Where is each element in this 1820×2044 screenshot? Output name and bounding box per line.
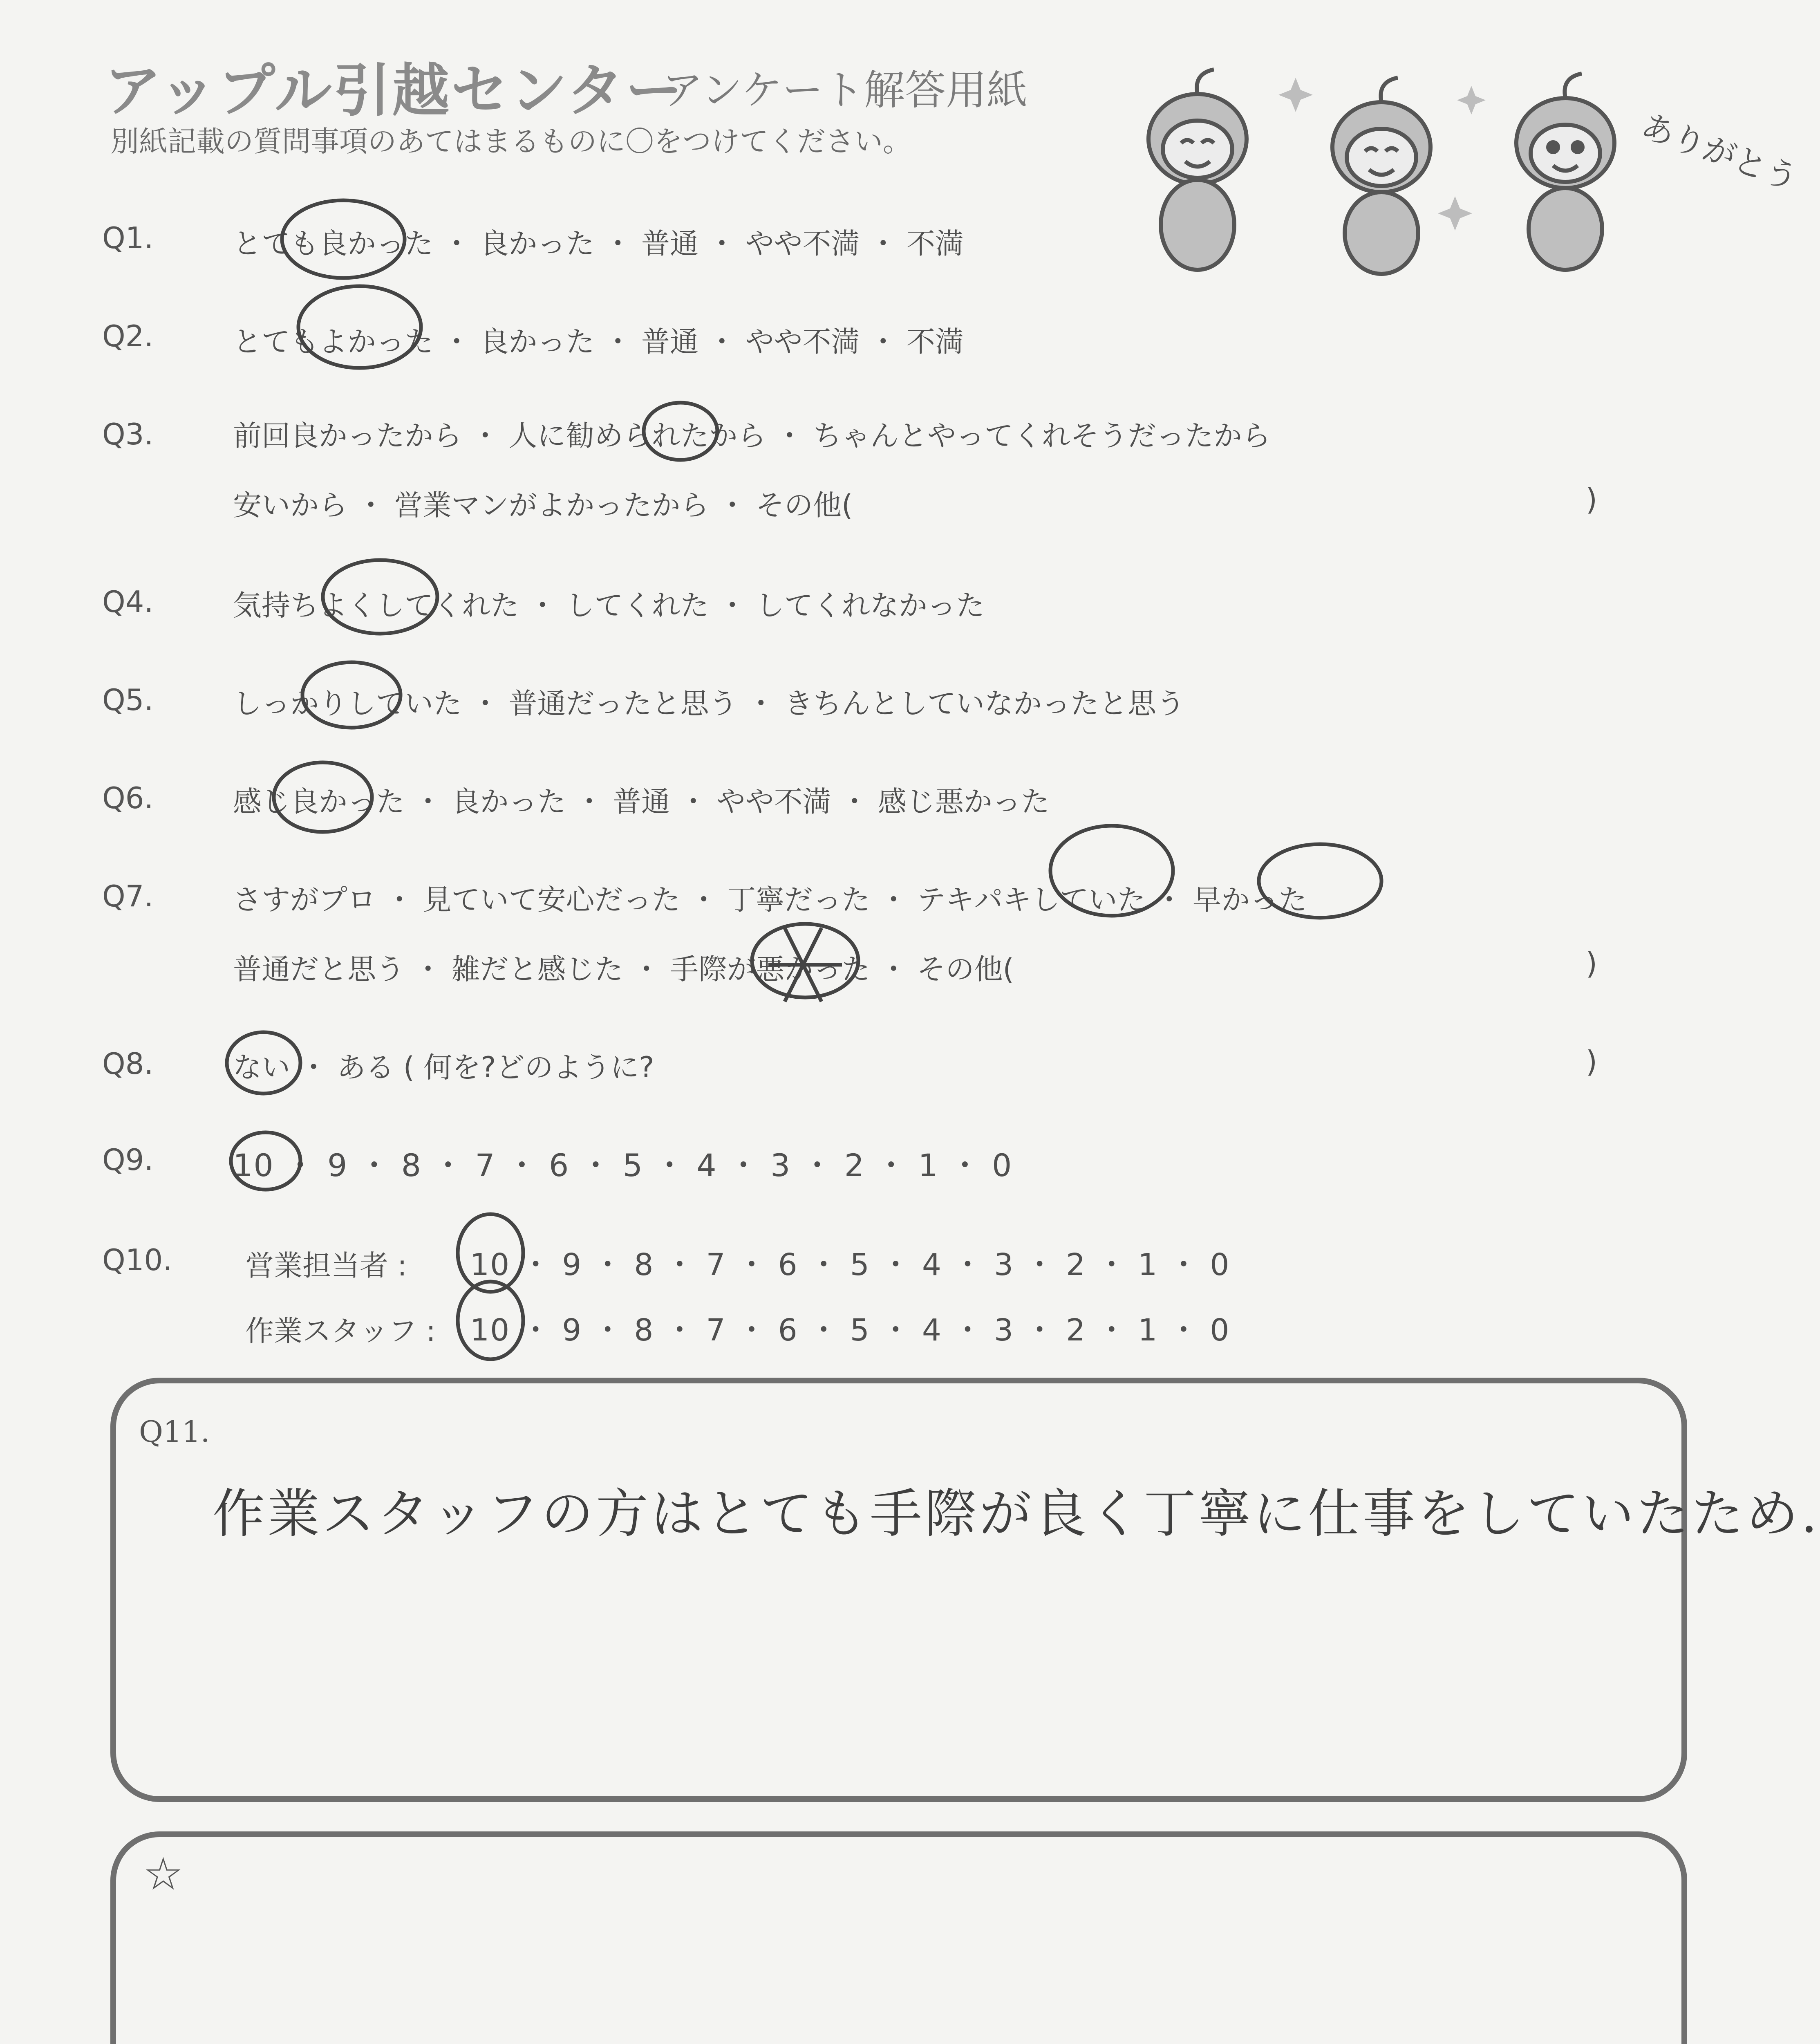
q8-close-paren: )	[1586, 1044, 1598, 1079]
q10-staff-scale[interactable]: 10 ・ 9 ・ 8 ・ 7 ・ 6 ・ 5 ・ 4 ・ 3 ・ 2 ・ 1 ・ 0	[470, 1313, 1230, 1348]
q10-number: Q10.	[102, 1243, 172, 1277]
q5-mark	[302, 662, 401, 728]
q10-sales-scale[interactable]: 10 ・ 9 ・ 8 ・ 7 ・ 6 ・ 5 ・ 4 ・ 3 ・ 2 ・ 1 ・ 0	[470, 1247, 1230, 1282]
q7-options-line2[interactable]: 普通だと思う ・ 雑だと感じた ・ 手際が悪かった ・ その他(	[233, 953, 1014, 986]
q7-mark-2	[1259, 844, 1381, 918]
q4-mark	[323, 560, 437, 634]
q5-number: Q5.	[102, 683, 154, 717]
q3-mark	[644, 403, 717, 460]
instruction-text: 別紙記載の質問事項のあてはまるものに〇をつけてください。	[110, 125, 911, 158]
q3-options-line1[interactable]: 前回良かったから ・ 人に勧められたから ・ ちゃんとやってくれそうだったから	[233, 419, 1271, 453]
notes-box[interactable]	[110, 1831, 1687, 2044]
q11-label: Q11.	[139, 1414, 210, 1449]
q8-mark	[227, 1032, 300, 1094]
q6-mark	[274, 762, 372, 832]
mascot-text: ありがとう	[1636, 106, 1803, 198]
q11-answer-text: 作業スタッフの方はとても手際が良く丁寧に仕事をしていたため.	[213, 1484, 1820, 1544]
q9-number: Q9.	[102, 1143, 154, 1177]
company-name: アップル引越センター	[104, 58, 685, 124]
q3-number: Q3.	[102, 417, 154, 451]
q10-staff-label: 作業スタッフ :	[245, 1314, 436, 1348]
q10-sales-label: 営業担当者 :	[245, 1249, 407, 1282]
form-title: アンケート解答用紙	[662, 66, 1028, 114]
q8-options[interactable]: ない ・ ある ( 何を?どのように?	[233, 1051, 654, 1084]
q1-mark	[282, 200, 405, 278]
q7-close-paren: )	[1586, 946, 1598, 981]
q5-options[interactable]: しっかりしていた ・ 普通だったと思う ・ きちんとしていなかったと思う	[233, 687, 1185, 720]
q11-answer-box[interactable]	[110, 1378, 1687, 1802]
q6-options[interactable]: 感じ良かった ・ 良かった ・ 普通 ・ やや不満 ・ 感じ悪かった	[233, 785, 1050, 818]
q4-number: Q4.	[102, 585, 154, 619]
q9-mark	[231, 1132, 300, 1190]
q7-options-line1[interactable]: さすがプロ ・ 見ていて安心だった ・ 丁寧だった ・ テキパキしていた ・ 早かった	[233, 883, 1307, 917]
q3-close-paren: )	[1586, 482, 1598, 517]
q1-options[interactable]: とても良かった ・ 良かった ・ 普通 ・ やや不満 ・ 不満	[233, 227, 964, 260]
notes-star-label: ☆	[143, 1848, 184, 1900]
q6-number: Q6.	[102, 781, 154, 815]
q7-number: Q7.	[102, 879, 154, 913]
q9-scale[interactable]: 10 ・ 9 ・ 8 ・ 7 ・ 6 ・ 5 ・ 4 ・ 3 ・ 2 ・ 1 ・ 0	[233, 1147, 1013, 1183]
q1-number: Q1.	[102, 221, 154, 255]
q4-options[interactable]: 気持ちよくしてくれた ・ してくれた ・ してくれなかった	[233, 589, 985, 622]
q8-number: Q8.	[102, 1047, 154, 1081]
q2-mark	[298, 286, 421, 368]
q2-options[interactable]: とてもよかった ・ 良かった ・ 普通 ・ やや不満 ・ 不満	[233, 325, 964, 359]
q3-options-line2[interactable]: 安いから ・ 営業マンがよかったから ・ その他(	[233, 489, 853, 522]
q7-mark-1	[1050, 826, 1173, 916]
q2-number: Q2.	[102, 319, 154, 353]
